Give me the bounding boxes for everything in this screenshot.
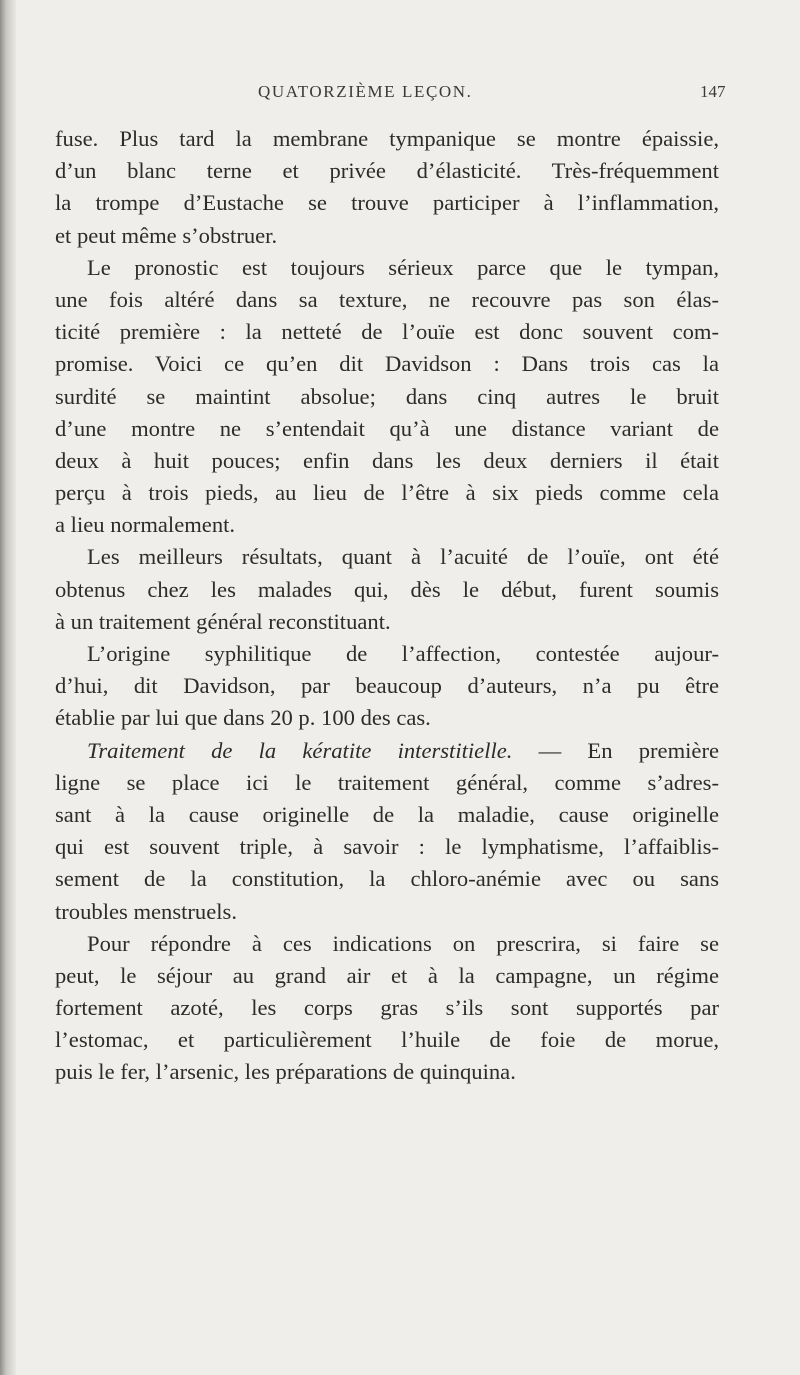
text-line: établie par lui que dans 20 p. 100 des cas. bbox=[55, 705, 431, 731]
text-line: d’un blanc terne et privée d’élasticité. Très-fréquemment bbox=[55, 158, 719, 184]
text-line: ligne se place ici le traitement général, comme s’adres- bbox=[55, 769, 719, 795]
text-line: ticité première : la netteté de l’ouïe est donc souvent com- bbox=[55, 319, 719, 345]
text-line: et peut même s’obstruer. bbox=[55, 222, 278, 248]
running-head bbox=[0, 82, 800, 112]
text-line: sement de la constitution, la chloro-anémie avec ou sans bbox=[55, 866, 719, 892]
text-line: d’une montre ne s’entendait qu’à une distance variant de bbox=[55, 415, 719, 441]
text-line: sant à la cause originelle de la maladie, cause originelle bbox=[55, 801, 719, 827]
text-line: perçu à trois pieds, au lieu de l’être à six pieds comme cela bbox=[55, 480, 719, 506]
paragraph-start-line: Pour répondre à ces indications on prescrira, si faire se bbox=[87, 930, 719, 956]
body-text bbox=[55, 123, 719, 1089]
text-line: à un traitement général reconstituant. bbox=[55, 608, 391, 634]
page-number: 147 bbox=[700, 82, 726, 101]
text-line: la trompe d’Eustache se trouve participer à l’inflammation, bbox=[55, 190, 719, 216]
text-line: surdité se maintint absolue; dans cinq autres le bruit bbox=[55, 383, 719, 409]
text-line: fuse. Plus tard la membrane tympanique se montre épaissie, bbox=[55, 126, 719, 151]
paragraph-start-line: Le pronostic est toujours sérieux parce que le tympan, bbox=[87, 254, 719, 280]
section-heading-line: Traitement de la kératite interstitielle. — En première bbox=[87, 737, 719, 763]
text-line: a lieu normalement. bbox=[55, 512, 236, 538]
text-line: qui est souvent triple, à savoir : le lymphatisme, l’affaiblis- bbox=[55, 834, 719, 860]
text-line: peut, le séjour au grand air et à la campagne, un régime bbox=[55, 962, 719, 988]
text-line: troubles menstruels. bbox=[55, 898, 237, 924]
running-title: QUATORZIÈME LEÇON. bbox=[258, 82, 473, 101]
binding-shadow bbox=[0, 0, 16, 1375]
text-line: promise. Voici ce qu’en dit Davidson : Dans trois cas la bbox=[55, 351, 719, 377]
text-line: obtenus chez les malades qui, dès le début, furent soumis bbox=[55, 576, 719, 602]
text-line: d’hui, dit Davidson, par beaucoup d’auteurs, n’a pu être bbox=[55, 673, 719, 699]
paragraph-start-line: Les meilleurs résultats, quant à l’acuité de l’ouïe, ont été bbox=[87, 544, 719, 570]
text-line: puis le fer, l’arsenic, les préparations de quinquina. bbox=[55, 1059, 516, 1085]
paragraph-start-line: L’origine syphilitique de l’affection, contestée aujour- bbox=[87, 641, 719, 666]
text-line: fortement azoté, les corps gras s’ils sont supportés par bbox=[55, 995, 719, 1021]
section-title: Traitement de la kératite interstitielle. bbox=[87, 737, 513, 763]
text-line: deux à huit pouces; enfin dans les deux derniers il était bbox=[55, 447, 719, 473]
text-line: une fois altéré dans sa texture, ne recouvre pas son élas- bbox=[55, 286, 719, 312]
text-line: l’estomac, et particulièrement l’huile de foie de morue, bbox=[55, 1027, 719, 1053]
